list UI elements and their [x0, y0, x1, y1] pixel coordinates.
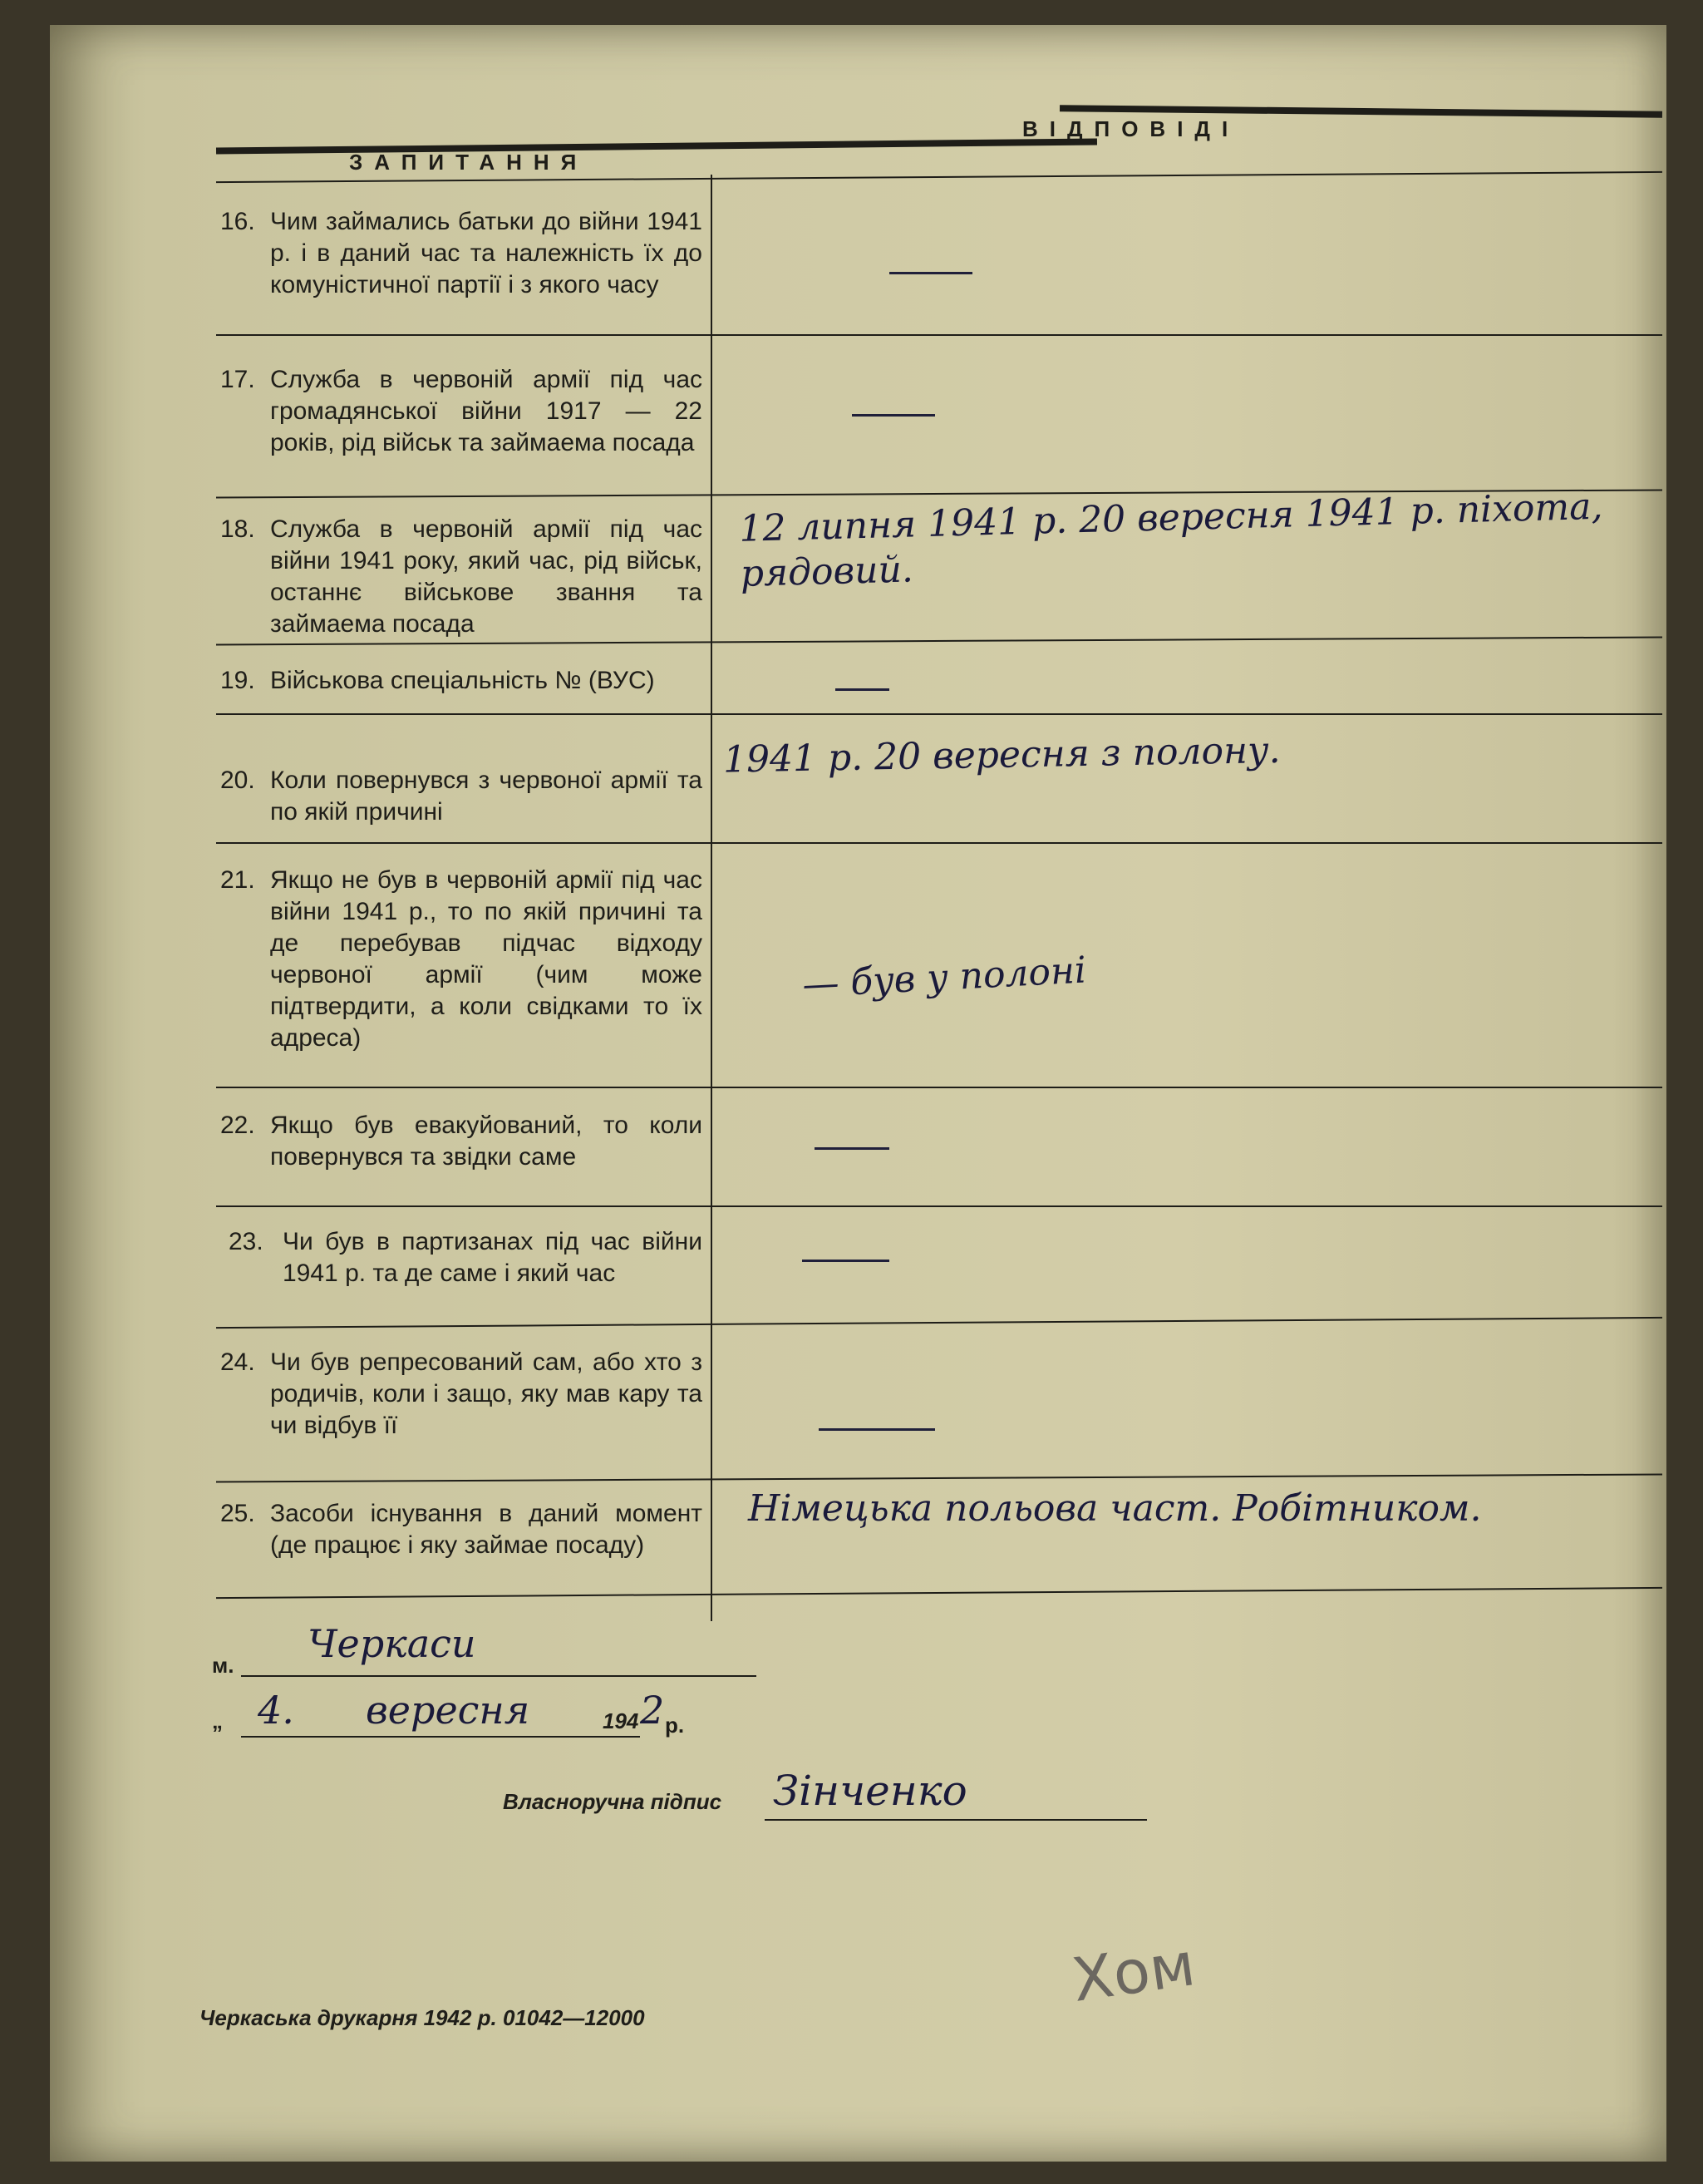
question-number: 24. [220, 1348, 255, 1376]
question-number: 21. [220, 866, 255, 894]
row-separator [216, 713, 1662, 715]
question-text: Якщо не був в червоній армії під час війни 1941 р., то по якій причині та де перебував підчас відходу червоної армії (чим може підтвердити, а коли свідками то їх адреса) [270, 866, 702, 1052]
row-separator [216, 1087, 1662, 1088]
question-number: 25. [220, 1500, 255, 1527]
row-separator [216, 842, 1662, 844]
question-text: Чим займались батьки до війни 1941 р. і в даний час та належність їх до комуністичної партії і з якого часу [270, 208, 702, 298]
question-number: 22. [220, 1112, 255, 1139]
place-prefix: м. [212, 1653, 234, 1678]
question-text: Чи був в партизанах під час війни 1941 р. та де саме і який час [283, 1228, 702, 1287]
question-number: 18. [220, 515, 255, 543]
answer-dash [819, 1428, 935, 1431]
signature-value: Зінченко [773, 1767, 967, 1815]
question-number: 20. [220, 767, 255, 794]
answer-handwritten: — був у полоні [801, 949, 1088, 1007]
printer-imprint: Черкаська друкарня 1942 р. 01042—12000 [199, 2005, 645, 2030]
question-number: 23. [229, 1228, 263, 1255]
question-text: Військова спеціальність № (ВУС) [270, 667, 655, 694]
header-rule-left [216, 138, 1097, 154]
date-quote: „ [212, 1708, 223, 1733]
row-separator [216, 1473, 1662, 1482]
answer-dash [815, 1147, 889, 1150]
date-year-printed: 194 [603, 1708, 639, 1733]
row-separator [216, 1205, 1662, 1207]
date-day: 4. [258, 1688, 294, 1733]
row-separator [216, 1587, 1662, 1599]
column-divider [711, 175, 712, 1621]
answers-header: ВІДПОВІДІ [1022, 116, 1240, 141]
questions-header: ЗАПИТАННЯ [349, 150, 588, 175]
answer-handwritten: 1941 р. 20 вересня з полону. [722, 728, 1281, 781]
place-value: Черкаси [308, 1621, 476, 1666]
row-separator [216, 1317, 1662, 1329]
document-page [50, 25, 1666, 2162]
row-separator [216, 334, 1662, 336]
question-text: Коли повернувся з червоної армії та по якій причині [270, 767, 702, 826]
question-text: Засоби існування в даний момент (де працює і яку займае посаду) [270, 1500, 702, 1559]
question-text: Служба в червоній армії під час війни 1941 року, який час, рід військ, останнє військове звання та займаема посада [270, 515, 702, 638]
question-text: Служба в червоній армії під час громадянської війни 1917 — 22 років, рід військ та займаема посада [270, 366, 702, 456]
signature-underline [765, 1819, 1147, 1821]
answer-dash [835, 688, 889, 691]
answer-dash [852, 414, 935, 417]
question-number: 16. [220, 208, 255, 235]
answer-dash [802, 1260, 889, 1262]
signature-label: Власноручна підпис [503, 1789, 722, 1814]
question-number: 19. [220, 667, 255, 694]
date-year-hand: 2 [640, 1688, 665, 1733]
answer-dash [889, 272, 972, 274]
date-month: вересня [366, 1688, 530, 1733]
answer-handwritten: Німецька польова част. Робітником. [748, 1487, 1482, 1530]
question-number: 17. [220, 366, 255, 393]
question-text: Чи був репресований сам, або хто з родичів, коли і защо, яку мав кару та чи відбув її [270, 1348, 702, 1439]
answer-handwritten: 12 липня 1941 р. 20 вересня 1941 р. піхота, рядовий. [738, 485, 1603, 595]
question-text: Якщо був евакуйований, то коли повернувся та звідки саме [270, 1112, 702, 1171]
place-underline [241, 1675, 756, 1677]
date-underline [241, 1736, 640, 1738]
pencil-note: Хом [1067, 1929, 1199, 2015]
date-suffix: р. [665, 1713, 685, 1738]
